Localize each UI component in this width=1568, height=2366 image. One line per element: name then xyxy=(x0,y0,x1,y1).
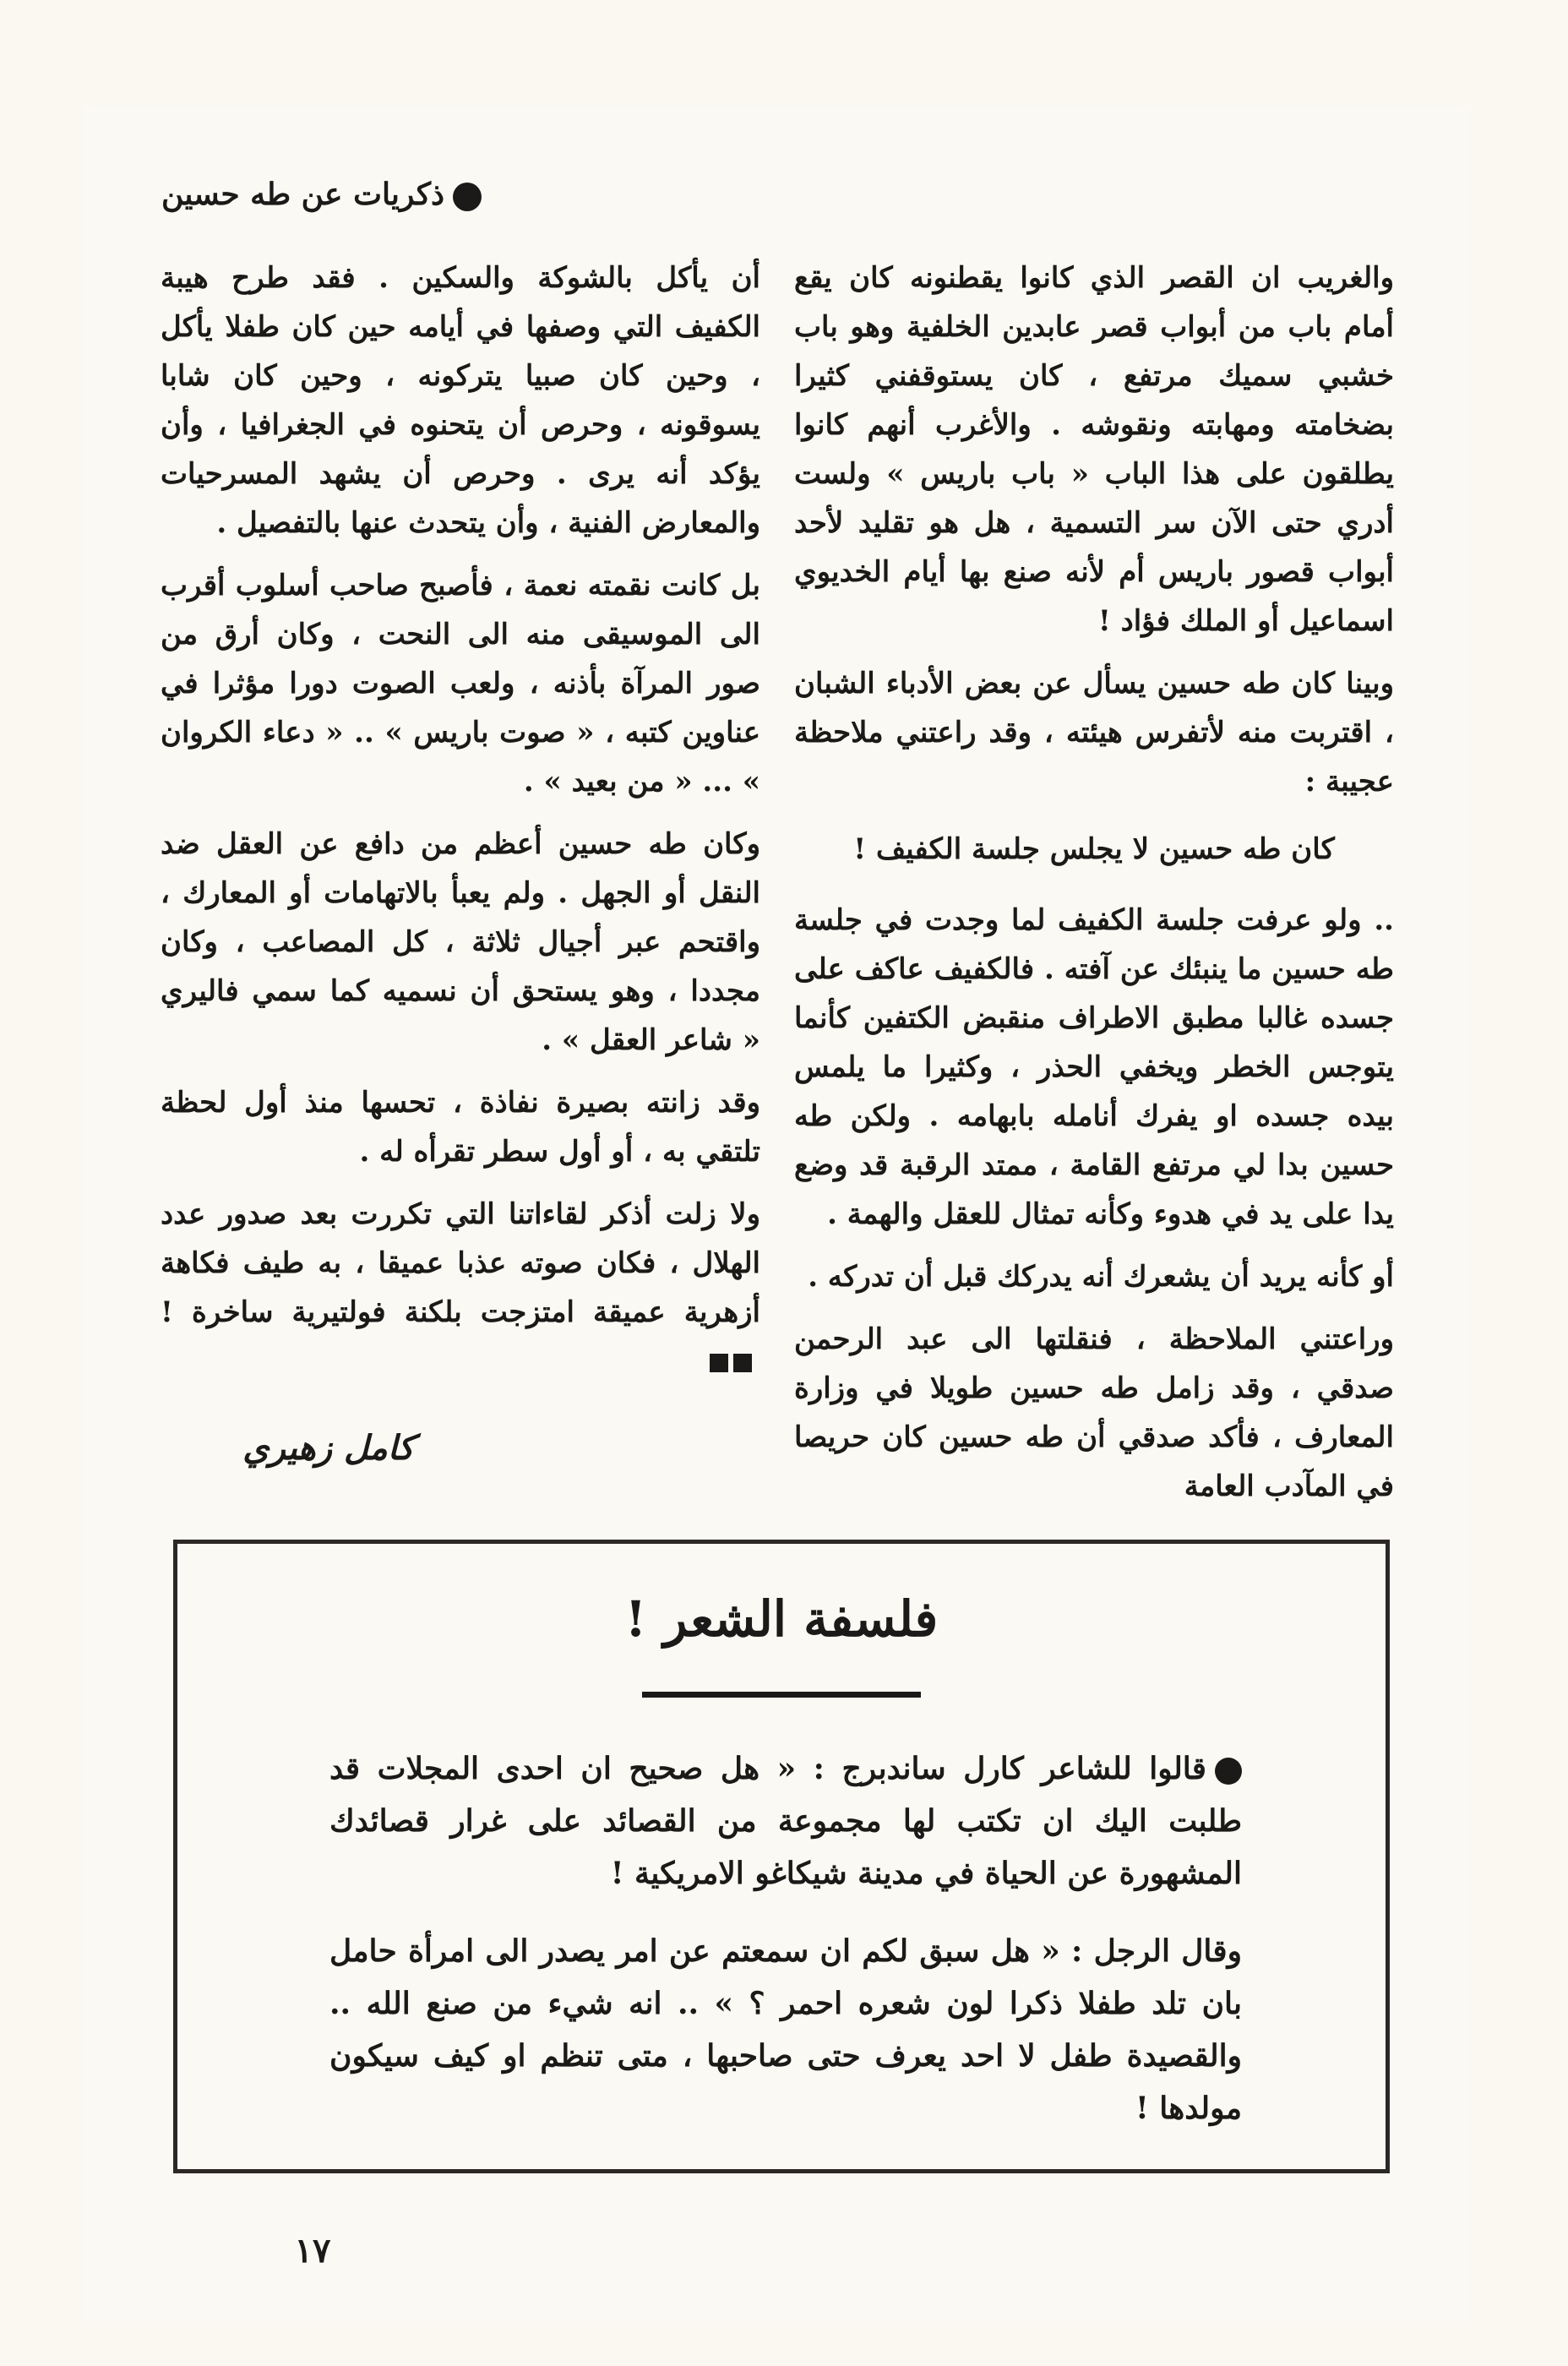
box-paragraph: وقال الرجل : « هل سبق لكم ان سمعتم عن امر يصدر الى امرأة حامل بان تلد طفلا ذكرا لون شعره احمر ؟ » .. انه شيء من صنع الله .. والقصيدة طفل لا احد يعرف حتى صاحبها ، متى تنظم او كيف سيكون مولدها ! xyxy=(329,1933,1242,2126)
paragraph: أو كأنه يريد أن يشعرك أنه يدركك قبل أن تدركه . xyxy=(808,1260,1394,1294)
paragraph-text: ولا زلت أذكر لقاءاتنا التي تكررت بعد صدور عدد الهلال ، فكان صوته عذبا عميقا ، به طيف فكاهة أزهرية عميقة امتزجت بلكنة فولتيرية ساخرة ! xyxy=(161,1197,760,1329)
paragraph: .. ولو عرفت جلسة الكفيف لما وجدت في جلسة طه حسين ما ينبئك عن آفته . فالكفيف عاكف على جسده غالبا مطبق الاطراف منقبض الكتفين كأنما يتوجس الخطر ويخفي الحذر ، وكثيرا ما يلمس بيده جسده او يفرك أنامله بابهامه . ولكن طه حسين بدا لي مرتفع القامة ، ممتد الرقبة قد وضع يدا على يد في هدوء وكأنه تمثال للعقل والهمة . xyxy=(794,903,1394,1231)
article-column-right xyxy=(794,254,1394,1524)
page-number: ١٧ xyxy=(294,2231,331,2271)
end-mark-icon xyxy=(705,1337,752,1386)
box-paragraph xyxy=(329,1742,1242,1900)
box-title: فلسفة الشعر ! xyxy=(624,1590,939,1648)
paragraph: وكان طه حسين أعظم من دافع عن العقل ضد النقل أو الجهل . ولم يعبأ بالاتهامات أو المعارك ، واقتحم عبر أجيال ثلاثة ، كل المصاعب ، وكان مجددا ، وهو يستحق أن نسميه كما سمي فاليري « شاعر العقل » . xyxy=(161,827,760,1057)
bullet-icon xyxy=(453,183,482,211)
sidebar-box xyxy=(173,1540,1390,2173)
paragraph: وراعتني الملاحظة ، فنقلتها الى عبد الرحمن صدقي ، وقد زامل طه حسين طويلا في وزارة المعارف ، فأكد صدقي أن طه حسين كان حريصا في المآدب العامة xyxy=(794,1322,1394,1503)
article-column-left xyxy=(161,254,760,1399)
pull-quote: كان طه حسين لا يجلس جلسة الكفيف ! xyxy=(853,832,1335,866)
box-paragraph-text: قالوا للشاعر كارل ساندبرج : « هل صحيح ان احدى المجلات قد طلبت اليك ان تكتب لها مجموعة من القصائد على غرار قصائدك المشهورة عن الحياة في مدينة شيكاغو الامريكية ! xyxy=(329,1751,1242,1891)
paragraph: والغريب ان القصر الذي كانوا يقطنونه كان يقع أمام باب من أبواب قصر عابدين الخلفية وهو باب خشبي سميك مرتفع ، كان يستوقفني كثيرا بضخامته ومهابته ونقوشه . والأغرب أنهم كانوا يطلقون على هذا الباب « باب باريس » ولست أدري حتى الآن سر التسمية ، هل هو تقليد لأحد أبواب قصور باريس أم لأنه صنع بها أيام الخديوي اسماعيل أو الملك فؤاد ! xyxy=(794,261,1394,638)
author-signature: كامل زهيري xyxy=(242,1428,414,1468)
paragraph: أن يأكل بالشوكة والسكين . فقد طرح هيبة الكفيف التي وصفها في أيامه حين كان طفلا يأكل ، وحين كان صبيا يتركونه ، وحين كان شابا يسوقونه ، وحرص أن يتحنوه في الجغرافيا ، وأن يؤكد أنه يرى . وحرص أن يشهد المسرحيات والمعارض الفنية ، وأن يتحدث عنها بالتفصيل . xyxy=(161,261,761,540)
bullet-icon xyxy=(1215,1758,1242,1785)
running-header xyxy=(161,173,482,215)
paragraph: وقد زانته بصيرة نفاذة ، تحسها منذ أول لحظة تلتقي به ، أو أول سطر تقرأه له . xyxy=(161,1086,760,1169)
title-underline xyxy=(642,1692,921,1698)
paragraph: وبينا كان طه حسين يسأل عن بعض الأدباء الشبان ، اقتربت منه لأتفرس هيئته ، وقد راعتني ملاحظة عجيبة : xyxy=(794,667,1394,799)
paragraph-last xyxy=(161,1190,760,1386)
header-title: ذكريات عن طه حسين xyxy=(161,177,444,212)
paragraph: بل كانت نقمته نعمة ، فأصبح صاحب أسلوب أقرب الى الموسيقى منه الى النحت ، وكان أرق من صور المرآة بأذنه ، ولعب الصوت دورا مؤثرا في عناوين كتبه ، « صوت باريس » .. « دعاء الكروان » ... « من بعيد » . xyxy=(161,569,760,799)
box-body xyxy=(329,1742,1242,2160)
